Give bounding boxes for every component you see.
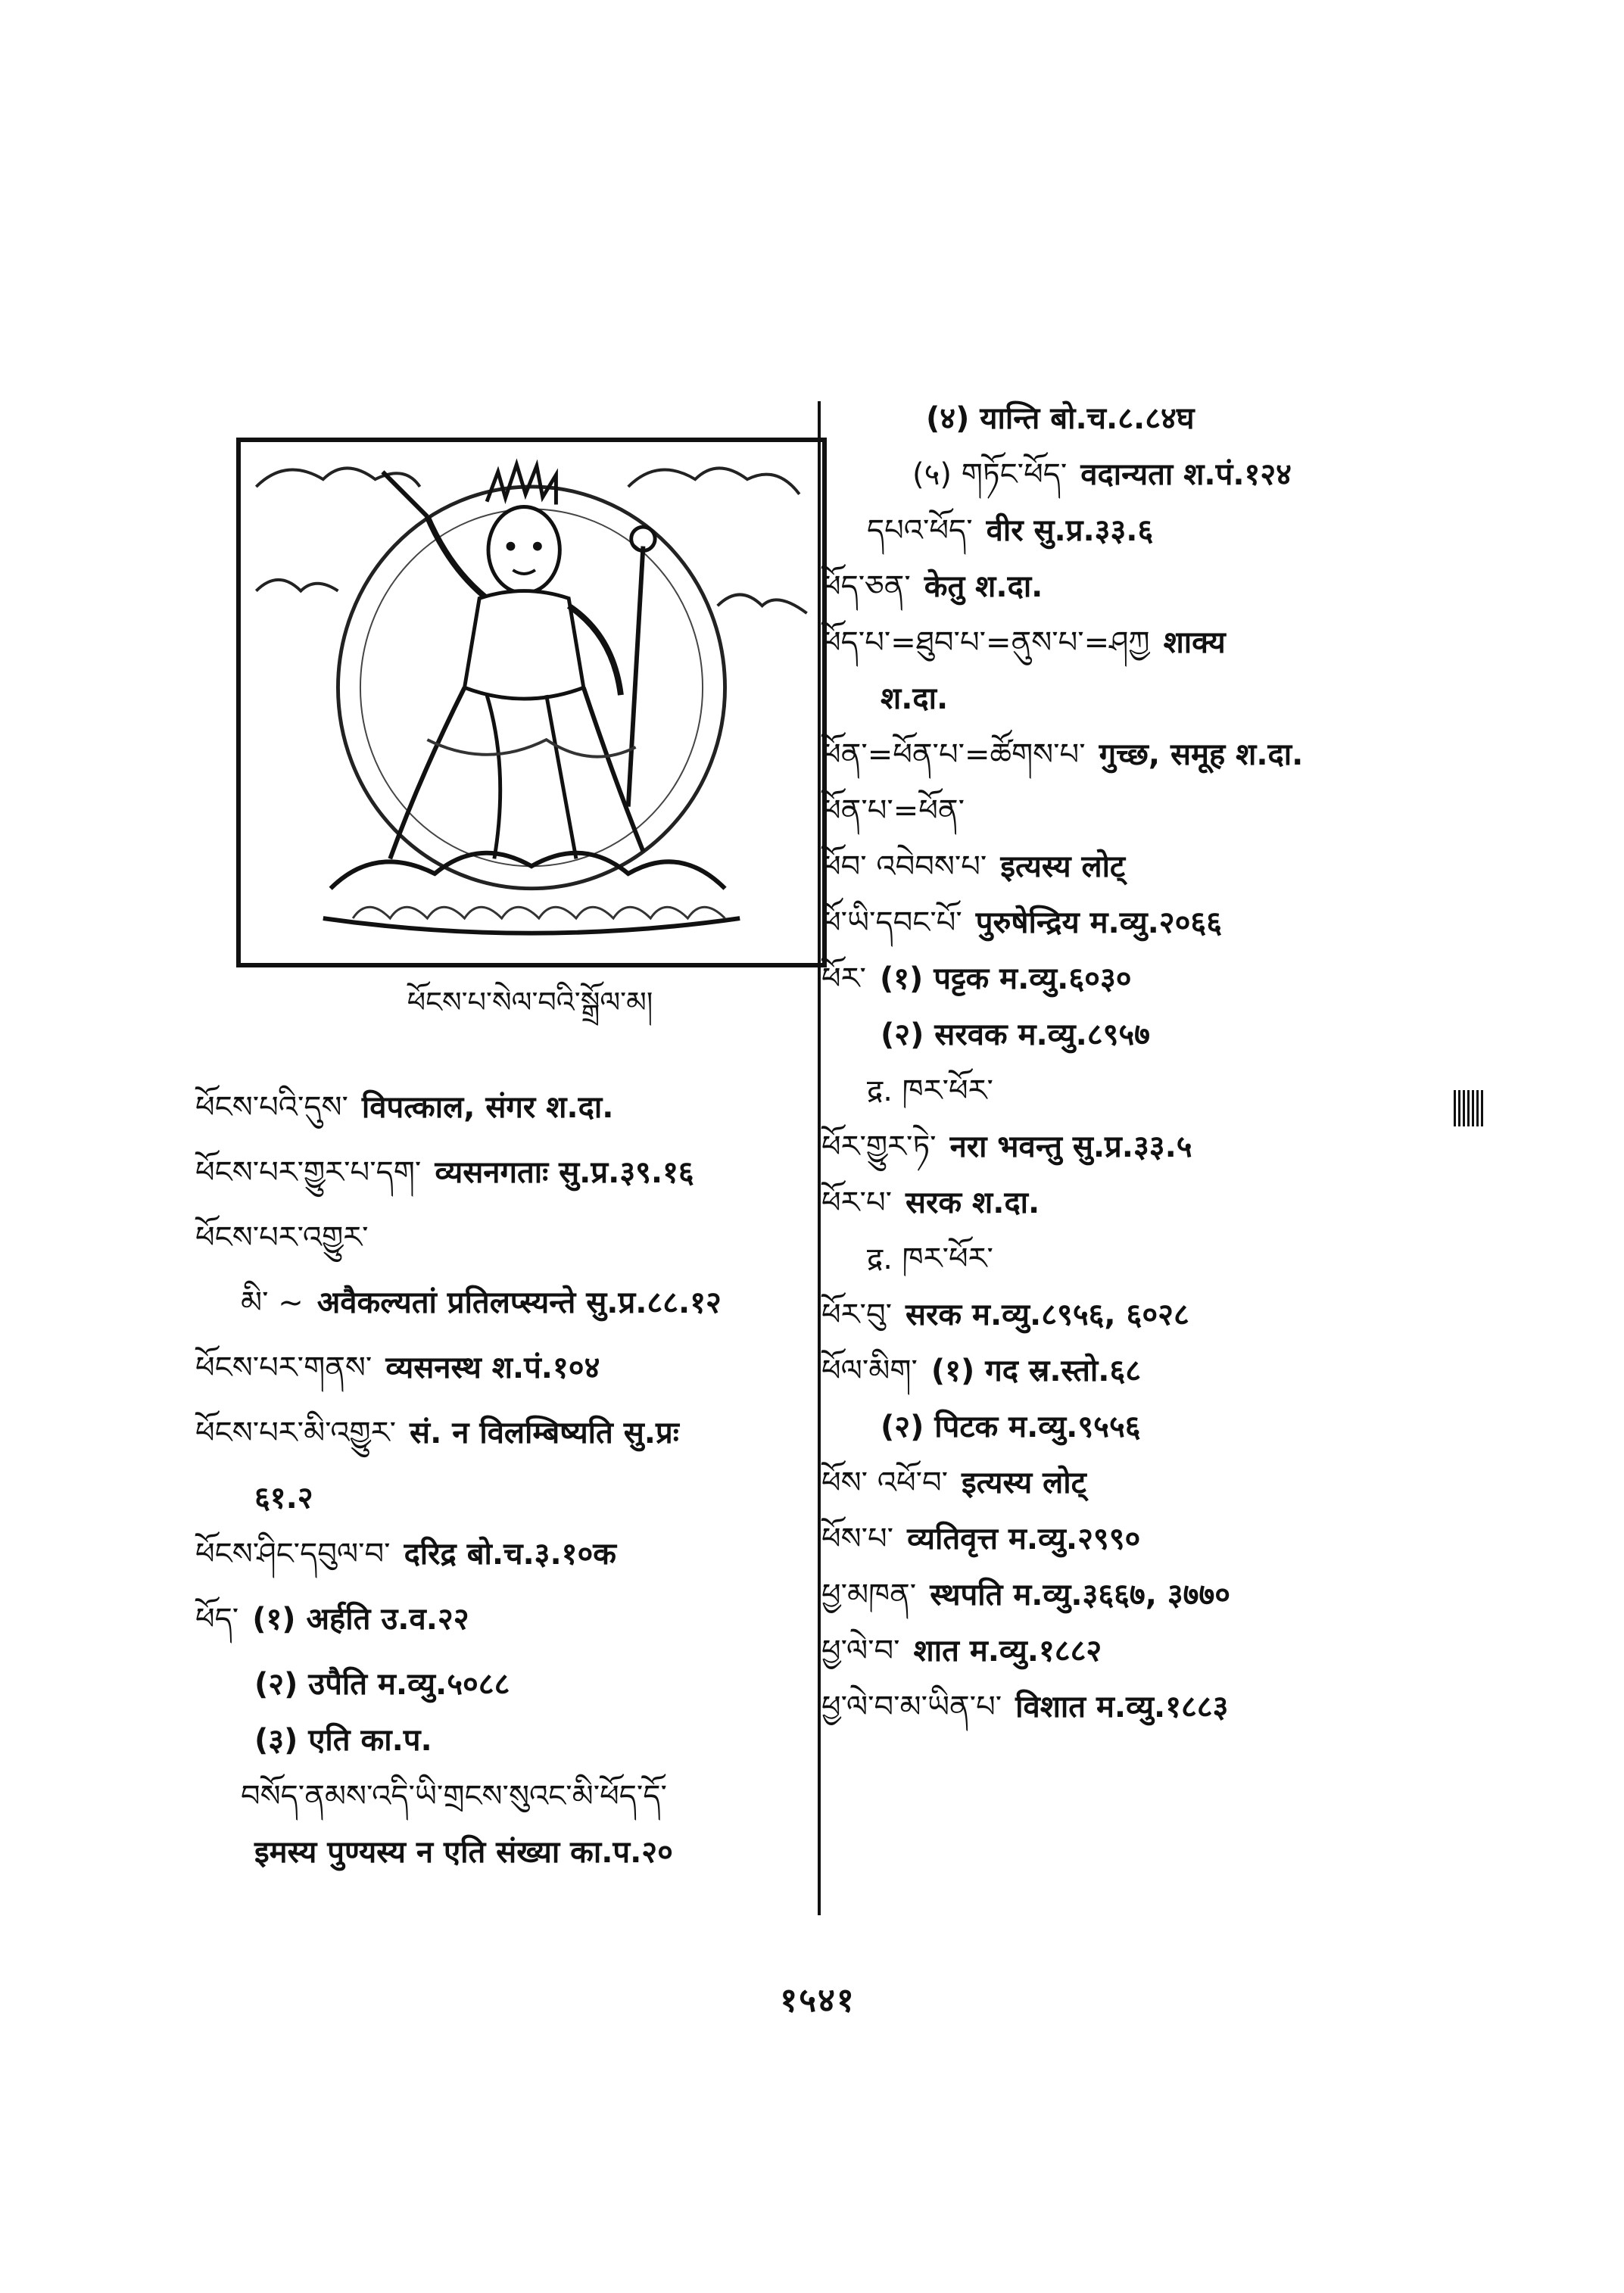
entry: [821, 1017, 1480, 1073]
entry: [195, 1155, 801, 1220]
tibetan-headword: ཕོ་ཡི་དབང་པོ་: [821, 905, 962, 940]
sanskrit-gloss: (१) पट्टक म.व्यु.६०३०: [879, 961, 1132, 996]
margin-marker: [1454, 1090, 1484, 1126]
entry: [821, 513, 1480, 569]
entry: [195, 1416, 801, 1481]
tibetan-headword: ཕོབ་ འབེབས་པ་: [821, 849, 987, 884]
entry: [821, 1690, 1480, 1746]
deity-illustration: [236, 438, 827, 967]
entry: [821, 401, 1480, 457]
sanskrit-gloss: वदान्यता श.पं.१२४: [1080, 457, 1292, 492]
sanskrit-gloss: श.दा.: [881, 681, 949, 716]
entry: [821, 961, 1480, 1017]
tibetan-headword: द्र. ཁར་ཕོར་: [867, 1073, 993, 1108]
sanskrit-gloss: व्यसनगताः सु.प्र.३९.१६: [435, 1155, 694, 1190]
entry: [821, 569, 1480, 625]
tibetan-headword: དཔའ་ཕོད་: [867, 513, 973, 548]
tibetan-headword: ཕོར་གྱུར་ཏེ་: [821, 1129, 937, 1164]
sanskrit-gloss: (४) यान्ति बो.च.८.८४घ: [926, 401, 1195, 436]
figure-caption: ཕོངས་པ་སེལ་བའི་སྒྲོལ་མ།: [407, 986, 653, 1019]
sanskrit-gloss: सरक श.दा.: [906, 1185, 1040, 1220]
sanskrit-gloss: (२) उपैति म.व्यु.५०८८: [254, 1667, 510, 1702]
sanskrit-gloss: इमस्य पुण्यस्य न एति संख्या का.प.२०: [254, 1835, 673, 1870]
entry: [821, 793, 1480, 849]
entry: [195, 1835, 801, 1891]
sanskrit-gloss: ६१.२: [254, 1481, 313, 1516]
sanskrit-gloss: स्थपति म.व्यु.३६६७, ३७७०: [930, 1578, 1231, 1612]
tibetan-headword: ཕོངས་ཤིང་དབུལ་བ་: [195, 1537, 391, 1572]
tibetan-headword: (५) གཏོང་ཕོད་: [912, 457, 1068, 492]
tibetan-headword: ཕོལ་མིག་: [821, 1354, 918, 1388]
sanskrit-gloss: व्यतिवृत्त म.व्यु.२९९०: [907, 1522, 1141, 1556]
right-column: [821, 401, 1480, 1746]
entry: [195, 1285, 801, 1351]
tibetan-headword: ཕོར་པ་: [821, 1185, 892, 1220]
tibetan-headword: ཕྱ་ལེ་བ་མ་ཡིན་པ་: [821, 1690, 1002, 1724]
entry: [821, 849, 1480, 905]
entry: [195, 1090, 801, 1155]
entry: [821, 1298, 1480, 1354]
tibetan-headword: མི་ ~: [241, 1285, 304, 1320]
entry: [195, 1667, 801, 1723]
entry: [821, 1185, 1480, 1242]
tibetan-headword: ཕོངས་པར་མི་འགྱུར་: [195, 1416, 397, 1450]
entry: [195, 1351, 801, 1416]
entry: [821, 625, 1480, 681]
entry: [821, 1242, 1480, 1298]
entry: [195, 1723, 801, 1779]
tibetan-headword: ཕོན་པ་=ཕོན་: [821, 793, 965, 828]
sanskrit-gloss: सरक म.व्यु.८९५६, ६०२८: [906, 1298, 1189, 1332]
tibetan-headword: ཕོར་བུ་: [821, 1298, 892, 1332]
column-divider: [818, 401, 821, 1915]
tibetan-headword: ཕྱ་ལེ་བ་: [821, 1634, 900, 1668]
sanskrit-gloss: शाक्य: [1163, 625, 1226, 660]
tibetan-headword: ཕྱ་མཁན་: [821, 1578, 917, 1612]
entry-continuation: [195, 1481, 801, 1537]
sanskrit-gloss: पुरुषेन्द्रिय म.व्यु.२०६६: [975, 905, 1223, 940]
entry: [821, 1354, 1480, 1410]
entry: [821, 457, 1480, 513]
sanskrit-gloss: (२) सरवक म.व्यु.८९५७: [881, 1017, 1150, 1052]
sanskrit-gloss: (१) गद स्र.स्तो.६८: [930, 1354, 1142, 1388]
entry: [821, 737, 1480, 793]
sanskrit-gloss: विशात म.व्यु.१८८३: [1015, 1690, 1229, 1724]
tibetan-headword: ཕོར་: [821, 961, 866, 996]
tibetan-headword: ཕོད་པ་=ཐུབ་པ་=ནུས་པ་=ཤཀྱ: [821, 625, 1150, 660]
sanskrit-gloss: (२) पिटक म.व्यु.९५५६: [881, 1410, 1141, 1444]
sanskrit-gloss: सं. न विलम्बिष्यति सु.प्रः: [410, 1416, 679, 1450]
sanskrit-gloss: इत्यस्य लोट्: [1000, 849, 1126, 884]
entry: [821, 1410, 1480, 1466]
tibetan-headword: द्र. ཁར་ཕོར་: [867, 1242, 993, 1276]
entry: [195, 1220, 801, 1285]
entry: [821, 905, 1480, 961]
entry: [821, 1578, 1480, 1634]
tibetan-headword: བསོད་ནམས་འདི་ཡི་གྲངས་སུའང་མི་ཕོད་དོ་: [241, 1779, 667, 1814]
tibetan-headword: ཕོས་པ་: [821, 1522, 894, 1556]
sanskrit-gloss: विपत्काल, संगर श.दा.: [361, 1090, 614, 1125]
entry: [821, 1522, 1480, 1578]
entry: [195, 1779, 801, 1835]
tibetan-headword: ཕོད་ཅན་: [821, 569, 911, 604]
tibetan-headword: ཕོངས་པར་གྱུར་པ་དག་: [195, 1155, 422, 1190]
tibetan-headword: ཕོངས་པའི་དུས་: [195, 1090, 348, 1125]
sanskrit-gloss: दरिद्र बो.च.३.१०क: [404, 1537, 616, 1572]
sanskrit-gloss: शात म.व्यु.१८८२: [913, 1634, 1102, 1668]
sanskrit-gloss: केतु श.दा.: [924, 569, 1043, 604]
sanskrit-gloss: नरा भवन्तु सु.प्र.३३.५: [949, 1129, 1192, 1164]
sanskrit-gloss: (३) एति का.प.: [254, 1723, 432, 1758]
entry: [195, 1537, 801, 1602]
entry: [821, 1466, 1480, 1522]
entry: [821, 1129, 1480, 1185]
sanskrit-gloss: गुच्छ, समूह श.दा.: [1099, 737, 1304, 772]
entry: [821, 1073, 1480, 1129]
entry: [195, 1602, 801, 1667]
sanskrit-gloss: वीर सु.प्र.३३.६: [986, 513, 1154, 548]
sanskrit-gloss: इत्यस्य लोट्: [962, 1466, 1086, 1500]
tibetan-headword: ཕོས་ འཕོ་བ་: [821, 1466, 949, 1500]
sanskrit-gloss: व्यसनस्थ श.पं.१०४: [385, 1351, 600, 1385]
tibetan-headword: ཕོངས་པར་འགྱུར་: [195, 1220, 369, 1255]
page-number: १५४१: [780, 1981, 856, 2020]
left-column: [195, 1090, 801, 1891]
sanskrit-gloss: अवैकल्यतां प्रतिलप्स्यन्ते सु.प्र.८८.१२: [316, 1285, 722, 1320]
tibetan-headword: ཕོད་: [195, 1602, 239, 1637]
tara-drawing: [241, 442, 822, 963]
tibetan-headword: ཕོན་=ཕོན་པ་=ཚོགས་པ་: [821, 737, 1086, 772]
tibetan-headword: ཕོངས་པར་གནས་: [195, 1351, 372, 1385]
sanskrit-gloss: (१) अर्हति उ.व.२२: [252, 1602, 469, 1637]
entry-continuation: [821, 681, 1480, 737]
entry: [821, 1634, 1480, 1690]
